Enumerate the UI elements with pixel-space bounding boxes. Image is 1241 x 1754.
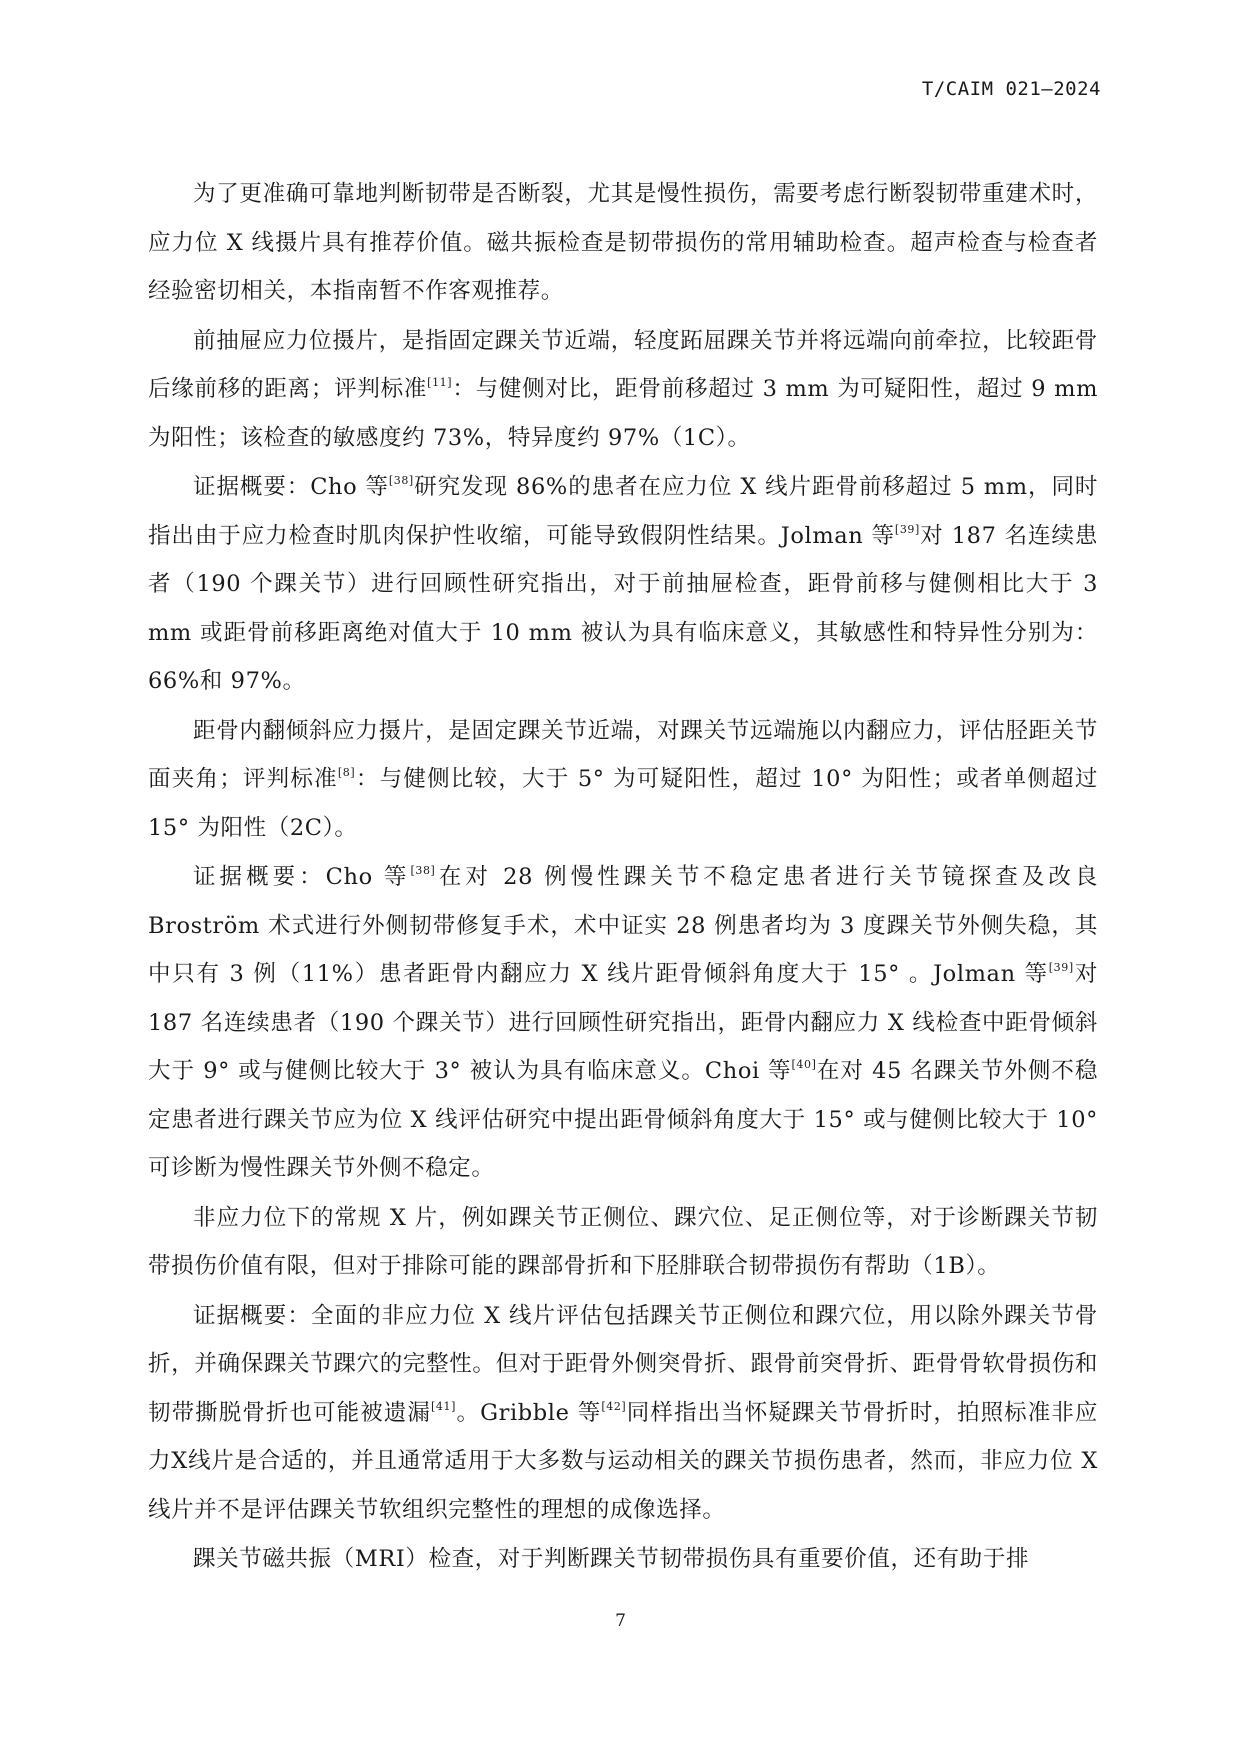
- paragraph: [148, 853, 1098, 1193]
- paragraph-text: 。Gribble 等: [456, 1399, 602, 1426]
- paragraph-text: 对 187 名连续患者（190 个踝关节）进行回顾性研究指出，距骨内翻应力 X 线检查中距骨倾斜大于 9° 或与健侧比较大于 3° 被认为具有临床意义。Choi 等: [148, 961, 1098, 1084]
- body-text: [148, 170, 1098, 1585]
- citation-reference: [41]: [431, 1399, 456, 1413]
- paragraph-text: 在对 45 名踝关节外侧不稳定患者进行踝关节应为位 X 线评估研究中提出距骨倾斜角度大于 15° 或与健侧比较大于 10° 可诊断为慢性踝关节外侧不稳定。: [148, 1058, 1098, 1181]
- paragraph-text: ：与健侧对比，距骨前移超过 3 mm 为可疑阳性，超过 9 mm 为阳性；该检查的敏感度约 73%，特异度约 97%（1C）。: [148, 376, 1099, 451]
- standard-code-header: T/CAIM 021—2024: [921, 78, 1101, 100]
- paragraph: [148, 170, 1098, 316]
- paragraph: [148, 1535, 1098, 1584]
- citation-reference: [39]: [1048, 961, 1074, 974]
- paragraph-text: 为了更准确可靠地判断韧带是否断裂，尤其是慢性损伤，需要考虑行断裂韧带重建术时，应力位 X 线摄片具有推荐价值。磁共振检查是韧带损伤的常用辅助检查。超声检查与检查者经验密切相关，本指南暂不作客观推荐。: [148, 181, 1098, 304]
- paragraph-text: 在对 28 例慢性踝关节不稳定患者进行关节镜探查及改良 Broström 术式进行外侧韧带修复手术，术中证实 28 例患者均为 3 度踝关节外侧失稳，其中只有 3 例（11%）患者距骨内翻应力 X 线片距骨倾斜角度大于 15° 。Jolman 等: [148, 864, 1099, 987]
- paragraph-text: ：与健侧比较，大于 5° 为可疑阳性，超过 10° 为阳性；或者单侧超过 15° 为阳性（2C）。: [148, 766, 1098, 841]
- paragraph-text: 证据概要：Cho 等: [193, 474, 389, 500]
- citation-reference: [40]: [791, 1058, 817, 1071]
- paragraph-text: 前抽屉应力位摄片，是指固定踝关节近端，轻度跖屈踝关节并将远端向前牵拉，比较距骨后缘前移的距离；评判标准: [148, 327, 1098, 402]
- paragraph-text: 证据概要：全面的非应力位 X 线片评估包括踝关节正侧位和踝穴位，用以除外踝关节骨折，并确保踝关节踝穴的完整性。但对于距骨外侧突骨折、跟骨前突骨折、距骨骨软骨损伤和韧带撕脱骨折也可能被遗漏: [148, 1302, 1098, 1426]
- paragraph-text: 同样指出当怀疑踝关节骨折时，拍照标准非应力X线片是合适的，并且通常适用于大多数与运动相关的踝关节损伤患者，然而，非应力位 X 线片并不是评估踝关节软组织完整性的理想的成像选择。: [148, 1399, 1098, 1523]
- paragraph-text: 证据概要：Cho 等: [193, 864, 411, 890]
- citation-reference: [38]: [410, 864, 436, 877]
- paragraph-text: 非应力位下的常规 X 片，例如踝关节正侧位、踝穴位、足正侧位等，对于诊断踝关节韧带损伤价值有限，但对于排除可能的踝部骨折和下胫腓联合韧带损伤有帮助（1B）。: [148, 1204, 1098, 1279]
- paragraph-text: 踝关节磁共振（MRI）检查，对于判断踝关节韧带损伤具有重要价值，还有助于排: [193, 1546, 1030, 1572]
- paragraph: [148, 463, 1098, 706]
- paragraph: [148, 707, 1098, 853]
- paragraph: [148, 1292, 1098, 1535]
- citation-reference: [42]: [601, 1399, 627, 1413]
- citation-reference: [38]: [388, 474, 414, 487]
- citation-reference: [39]: [894, 522, 920, 536]
- paragraph: [148, 317, 1098, 463]
- paragraph: [148, 1194, 1098, 1291]
- citation-reference: [8]: [337, 766, 356, 779]
- paragraph-text: 距骨内翻倾斜应力摄片，是固定踝关节近端，对踝关节远端施以内翻应力，评估胫距关节面夹角；评判标准: [148, 717, 1098, 792]
- citation-reference: [11]: [427, 376, 453, 389]
- paragraph-text: 研究发现 86%的患者在应力位 X 线片距骨前移超过 5 mm，同时指出由于应力检查时肌肉保护性收缩，可能导致假阴性结果。Jolman 等: [148, 474, 1098, 549]
- paragraph-text: 对 187 名连续患者（190 个踝关节）进行回顾性研究指出，对于前抽屉检查，距骨前移与健侧相比大于 3 mm 或距骨前移距离绝对值大于 10 mm 被认为具有临床意义，其敏感性和特异性分别为：66%和 97%。: [148, 522, 1099, 694]
- page-number: 7: [615, 1611, 626, 1631]
